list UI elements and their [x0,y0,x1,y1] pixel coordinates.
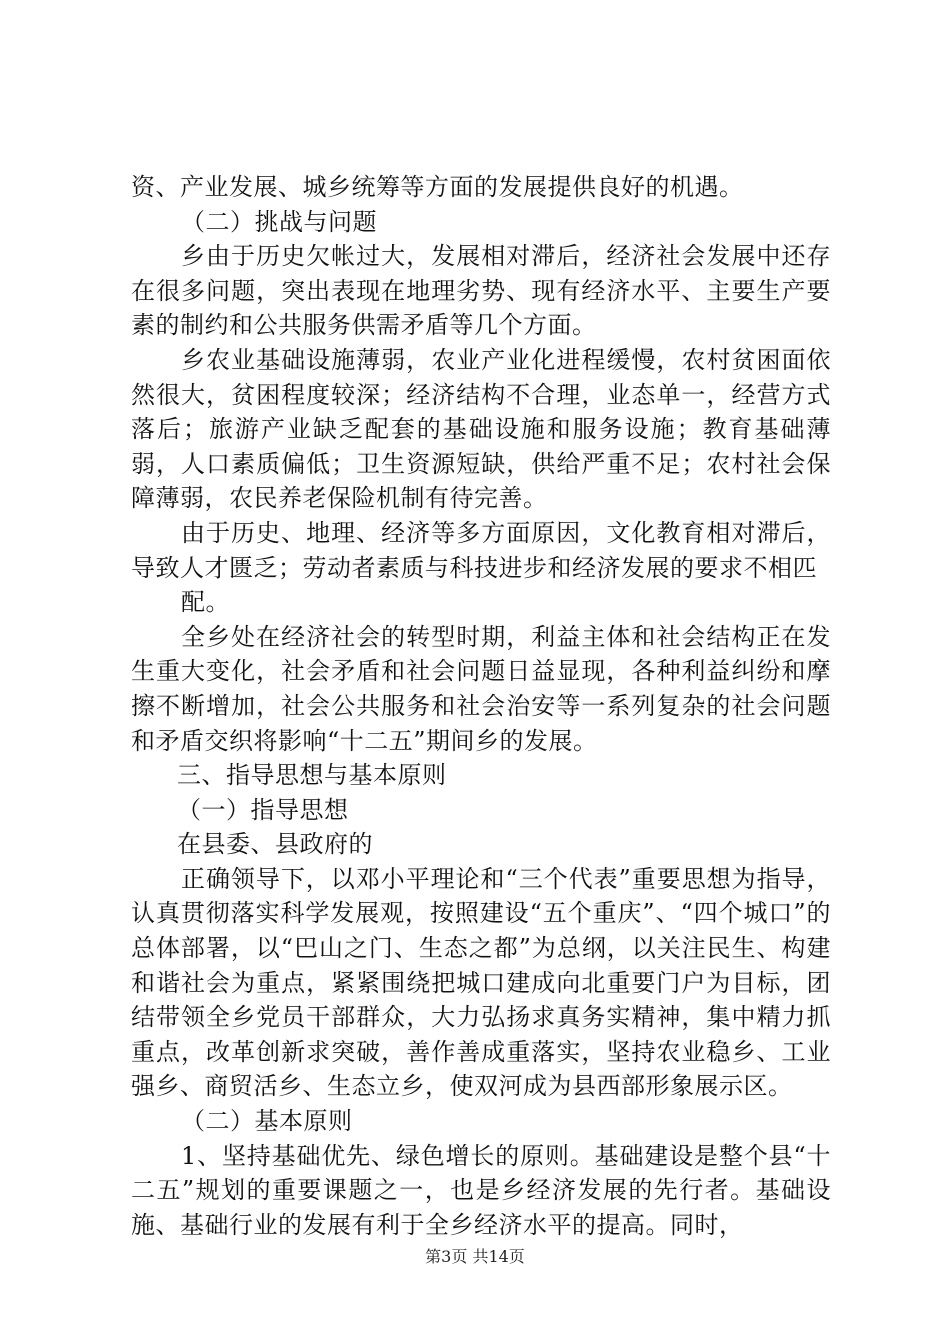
paragraph-problems-overview: 乡由于历史欠帐过大，发展相对滞后，经济社会发展中还存在很多问题，突出表现在地理劣势、现有经济水平、主要生产要素的制约和公共服务供需矛盾等几个方面。 [131,242,831,340]
heading-guiding-principles: 三、指导思想与基本原则 [177,761,447,790]
paragraph-agriculture-weakness: 乡农业基础设施薄弱，农业产业化进程缓慢，农村贫困面依然很大，贫困程度较深；经济结构不合理，业态单一，经营方式落后；旅游产业缺乏配套的基础设施和服务设施；教育基础薄弱，人口素质偏低；卫生资源短缺，供给严重不足；农村社会保障薄弱，农民养老保险机制有待完善。 [131,345,831,513]
paragraph-principle-one: 1、坚持基础优先、绿色增长的原则。基础建设是整个县“十二五”规划的重要课题之一，也是乡经济发展的先行者。基础设施、基础行业的发展有利于全乡经济水平的提高。同时， [131,1141,831,1239]
paragraph-talent-shortage: 由于历史、地理、经济等多方面原因，文化教育相对滞后，导致人才匮乏；劳动者素质与科技进步和经济发展的要求不相匹 [131,518,831,582]
heading-basic-principles: （二）基本原则 [181,1107,353,1136]
paragraph-opportunity-end: 资、产业发展、城乡统筹等方面的发展提供良好的机遇。 [131,173,744,201]
paragraph-fragment: 配。 [181,588,230,617]
paragraph-leadership-intro: 在县委、县政府的 [177,830,373,859]
document-body [131,170,831,1242]
heading-challenges: （二）挑战与问题 [181,207,377,236]
heading-guiding-ideology: （一）指导思想 [177,795,349,824]
paragraph-guiding-ideology: 正确领导下，以邓小平理论和“三个代表”重要思想为指导，认真贯彻落实科学发展观，按照建设“五个重庆”、“四个城口”的总体部署，以“巴山之门、生态之都”为总纲，以关注民生、构建和谐社会为重点，紧紧围绕把城口建成向北重要门户为目标，团结带领全乡党员干部群众，大力弘扬求真务实精神，集中精力抓重点，改革创新求突破，善作善成重落实，坚持农业稳乡、工业强乡、商贸活乡、生态立乡，使双河成为县西部形象展示区。 [131,864,831,1101]
paragraph-transition-period: 全乡处在经济社会的转型时期，利益主体和社会结构正在发生重大变化，社会矛盾和社会问题日益显现，各种利益纠纷和摩擦不断增加，社会公共服务和社会治安等一系列复杂的社会问题和矛盾交织将影响“十二五”期间乡的发展。 [131,622,831,755]
page-number-footer: 第3页 共14页 [425,1247,525,1266]
